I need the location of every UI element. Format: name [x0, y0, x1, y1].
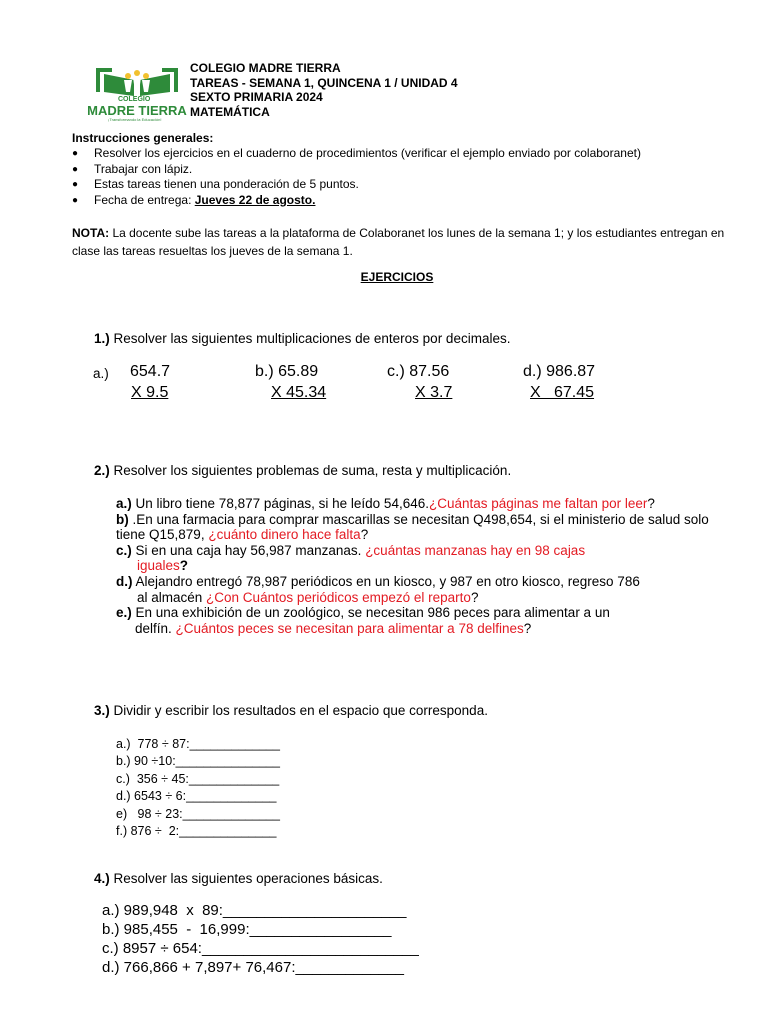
division-item: c.) 356 ÷ 45:_____________ — [116, 771, 280, 786]
mult-c-bottom: X 3.7 — [415, 384, 453, 401]
division-item: d.) 6543 ÷ 6:_____________ — [116, 789, 277, 804]
mult-d-bottom: X 67.45 — [530, 384, 595, 401]
division-item: f.) 876 ÷ 2:______________ — [116, 824, 277, 839]
instructions-title: Instrucciones generales: — [72, 131, 214, 145]
mult-c: c.) 87.56 — [387, 363, 450, 380]
bullet: ● — [72, 148, 79, 159]
problem-e: e.) En una exhibición de un zoológico, se necesitan 986 peces para alimentar a un — [116, 605, 610, 621]
mult-d: d.) 986.87 — [523, 363, 596, 380]
instruction-item-due-date: ● Fecha de entrega: Jueves 22 de agosto. — [72, 192, 316, 207]
school-name: COLEGIO MADRE TIERRA — [190, 61, 341, 75]
school-logo — [87, 62, 187, 122]
bullet: ● — [72, 163, 79, 175]
mult-a-top: 654.7 — [130, 363, 171, 380]
question-4-title: 4.) Resolver las siguientes operaciones básicas. — [94, 871, 383, 886]
instructions-list — [72, 146, 641, 208]
problem-a: a.) Un libro tiene 78,877 páginas, si he leído 54,646.¿Cuántas páginas me faltan por leer? — [116, 496, 655, 511]
note-label: NOTA: — [72, 226, 110, 240]
problem-d: d.) Alejandro entregó 78,987 periódicos en un kiosco, y 987 en otro kiosco, regreso 786 — [116, 573, 640, 589]
problem-e-cont: delfín. ¿Cuántos peces se necesitan para alimentar a 78 delfines? — [135, 620, 532, 636]
subject-line: MATEMÁTICA — [190, 104, 270, 119]
mult-b-bottom: X 45.34 — [271, 384, 327, 401]
question-2-title: 2.) Resolver los siguientes problemas de suma, resta y multiplicación. — [94, 463, 512, 478]
due-date: Jueves 22 de agosto. — [194, 192, 316, 207]
operation-item: b.) 985,455 - 16,999:_________________ — [102, 921, 392, 938]
division-item: e) 98 ÷ 23:______________ — [116, 806, 280, 821]
logo-tagline: ¡Transformando la Educación! — [108, 117, 162, 122]
bullet: ● — [72, 194, 79, 206]
mult-b: b.) 65.89 — [255, 363, 319, 380]
question-4-operations — [102, 901, 419, 977]
instruction-item: ● Trabajar con lápiz. — [72, 161, 193, 176]
question-3-title: 3.) Dividir y escribir los resultados en el espacio que corresponda. — [94, 703, 488, 718]
tasks-line: TAREAS - SEMANA 1, QUINCENA 1 / UNIDAD 4 — [190, 75, 458, 90]
grade-line: SEXTO PRIMARIA 2024 — [190, 90, 323, 104]
operation-item: a.) 989,948 x 89:______________________ — [102, 902, 407, 919]
instruction-item: ● Resolver los ejercicios en el cuaderno de procedimientos (verificar el ejemplo enviado por colaboranet) — [72, 146, 641, 160]
division-item: b.) 90 ÷10:_______________ — [116, 754, 280, 769]
operation-item: d.) 766,866 + 7,897+ 76,467:_____________ — [102, 959, 404, 976]
exercises-title: EJERCICIOS — [360, 270, 434, 284]
question-3-divisions — [116, 736, 280, 840]
problem-b: b) .En una farmacia para comprar mascarillas se necesitan Q498,654, si el ministerio de salud solo tiene Q15,879, ¿cuánto dinero hace falta? — [116, 511, 709, 543]
division-item: a.) 778 ÷ 87:_____________ — [116, 737, 280, 751]
document-header — [190, 61, 458, 119]
mult-a-bottom: X 9.5 — [131, 384, 169, 401]
logo-text-main: MADRE TIERRA — [87, 103, 187, 118]
problem-c: c.) Si en una caja hay 56,987 manzanas. ¿cuántas manzanas hay en 98 cajas — [116, 542, 586, 558]
note-paragraph: NOTA: La docente sube las tareas a la plataforma de Colaboranet los lunes de la semana 1; y los estudiantes entregan en clase las tareas resueltas los jueves de la semana 1. — [72, 226, 725, 258]
mult-a-label: a.) — [93, 366, 109, 381]
problem-d-cont: al almacén ¿Con Cuántos periódicos empezó el reparto? — [137, 589, 479, 605]
instruction-item: ● Estas tareas tienen una ponderación de 5 puntos. — [72, 177, 359, 191]
bullet: ● — [72, 179, 79, 190]
question-2-problems — [116, 496, 736, 636]
question-1-title: 1.) Resolver las siguientes multiplicaciones de enteros por decimales. — [94, 331, 511, 346]
logo-text-top: COLEGIO — [118, 96, 151, 103]
operation-item: c.) 8957 ÷ 654:__________________________ — [102, 940, 419, 957]
problem-c-cont: iguales? — [137, 558, 189, 574]
